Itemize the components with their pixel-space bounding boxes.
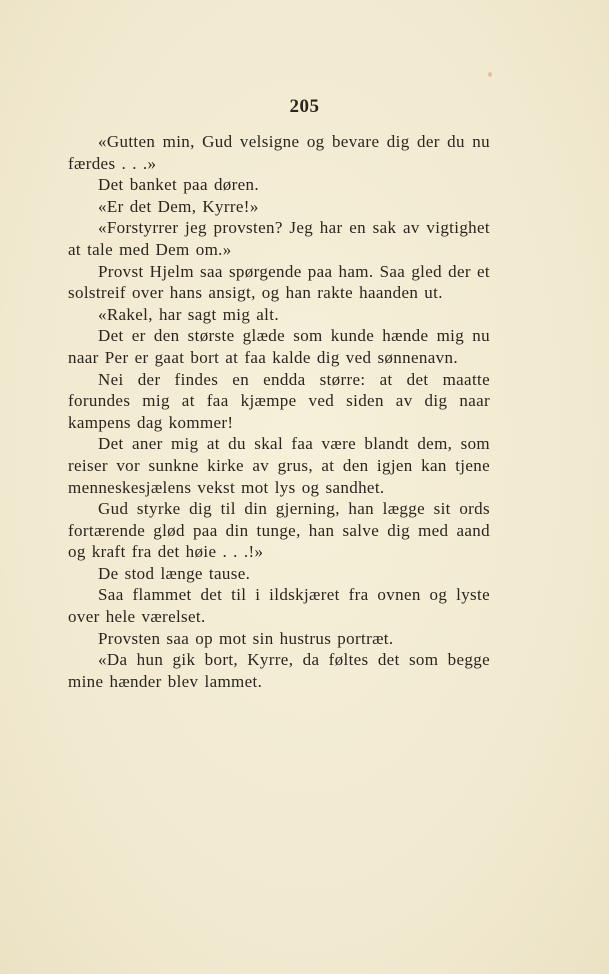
paragraph: «Da hun gik bort, Kyrre, da føltes det som begge mine hænder blev lammet. [68, 650, 490, 691]
paragraph: Provst Hjelm saa spørgende paa ham. Saa gled der et solstreif over hans ansigt, og han rakte haanden ut. [68, 261, 490, 303]
paragraph: Det banket paa døren. [98, 175, 260, 195]
ink-spot [488, 72, 492, 77]
paragraph: Provsten saa op mot sin hustrus portræt. [98, 628, 394, 648]
paragraph: Det aner mig at du skal faa være blandt dem, som reiser vor sunkne kirke av grus, at den igjen kan tjene menneskesjælens vekst mot lys og sandhet. [68, 434, 490, 497]
page-number: 205 [289, 96, 320, 117]
body-text [68, 131, 490, 692]
paragraph: «Rakel, har sagt mig alt. [98, 304, 279, 324]
paragraph: De stod længe tause. [98, 563, 251, 583]
paragraph: «Forstyrrer jeg provsten? Jeg har en sak av vigtighet at tale med Dem om.» [68, 218, 490, 259]
paragraph: Saa flammet det til i ildskjæret fra ovnen og lyste over hele værelset. [68, 585, 490, 627]
paragraph: Gud styrke dig til din gjerning, han lægge sit ords fortærende glød paa din tunge, han salve dig med aand og kraft fra det høie . . .!» [68, 499, 490, 562]
paragraph: «Er det Dem, Kyrre!» [98, 196, 259, 216]
paragraph: «Gutten min, Gud velsigne og bevare dig der du nu færdes . . .» [68, 132, 490, 173]
paragraph: Det er den største glæde som kunde hænde mig nu naar Per er gaat bort at faa kalde dig ved sønnenavn. [68, 326, 490, 367]
paragraph: Nei der findes en endda større: at det maatte forundes mig at faa kjæmpe ved siden av dig naar kampens dag kommer! [68, 369, 490, 432]
